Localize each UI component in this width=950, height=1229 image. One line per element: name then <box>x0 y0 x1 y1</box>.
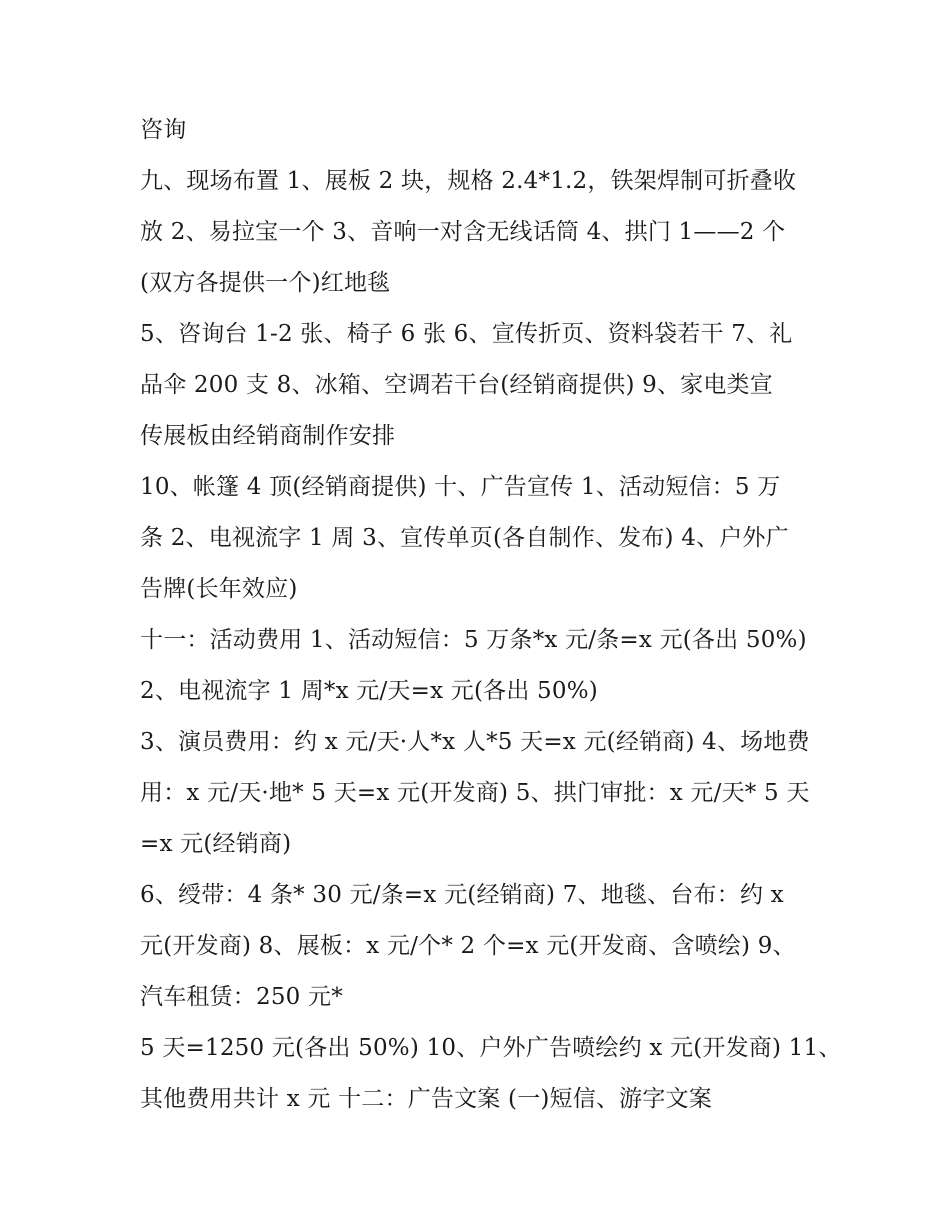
text-line: 九、现场布置 1、展板 2 块，规格 2.4*1.2，铁架焊制可折叠收 <box>140 168 797 194</box>
text-line: 十一：活动费用 1、活动短信：5 万条*x 元/条=x 元(各出 50%) <box>140 627 807 653</box>
document-body <box>140 105 842 1125</box>
text-line: 传展板由经销商制作安排 <box>140 423 396 449</box>
text-line: 用：x 元/天·地* 5 天=x 元(开发商) 5、拱门审批：x 元/天* 5 天 <box>140 780 810 806</box>
text-line: 5 天=1250 元(各出 50%) 10、户外广告喷绘约 x 元(开发商) 11、 <box>140 1035 842 1061</box>
text-line: 汽车租赁：250 元* <box>140 984 343 1010</box>
text-line: 咨询 <box>140 117 187 143</box>
text-line: 元(开发商) 8、展板：x 元/个* 2 个=x 元(开发商、含喷绘) 9、 <box>140 933 796 959</box>
text-line: (双方各提供一个)红地毯 <box>140 270 391 296</box>
text-line: 6、绶带：4 条* 30 元/条=x 元(经销商) 7、地毯、台布：约 x <box>140 882 784 908</box>
text-line: 条 2、电视流字 1 周 3、宣传单页(各自制作、发布) 4、户外广 <box>140 525 789 551</box>
text-line: 品伞 200 支 8、冰箱、空调若干台(经销商提供) 9、家电类宣 <box>140 372 773 398</box>
text-line: 告牌(长年效应) <box>140 576 298 602</box>
text-line: 2、电视流字 1 周*x 元/天=x 元(各出 50%) <box>140 678 598 704</box>
text-line: 10、帐篷 4 顶(经销商提供) 十、广告宣传 1、活动短信：5 万 <box>140 474 781 500</box>
text-line: 其他费用共计 x 元 十二：广告文案 (一)短信、游字文案 <box>140 1086 712 1112</box>
text-line: 3、演员费用：约 x 元/天·人*x 人*5 天=x 元(经销商) 4、场地费 <box>140 729 810 755</box>
text-line: 5、咨询台 1-2 张、椅子 6 张 6、宣传折页、资料袋若干 7、礼 <box>140 321 793 347</box>
text-line: =x 元(经销商) <box>140 831 292 857</box>
text-line: 放 2、易拉宝一个 3、音响一对含无线话筒 4、拱门 1——2 个 <box>140 219 786 245</box>
